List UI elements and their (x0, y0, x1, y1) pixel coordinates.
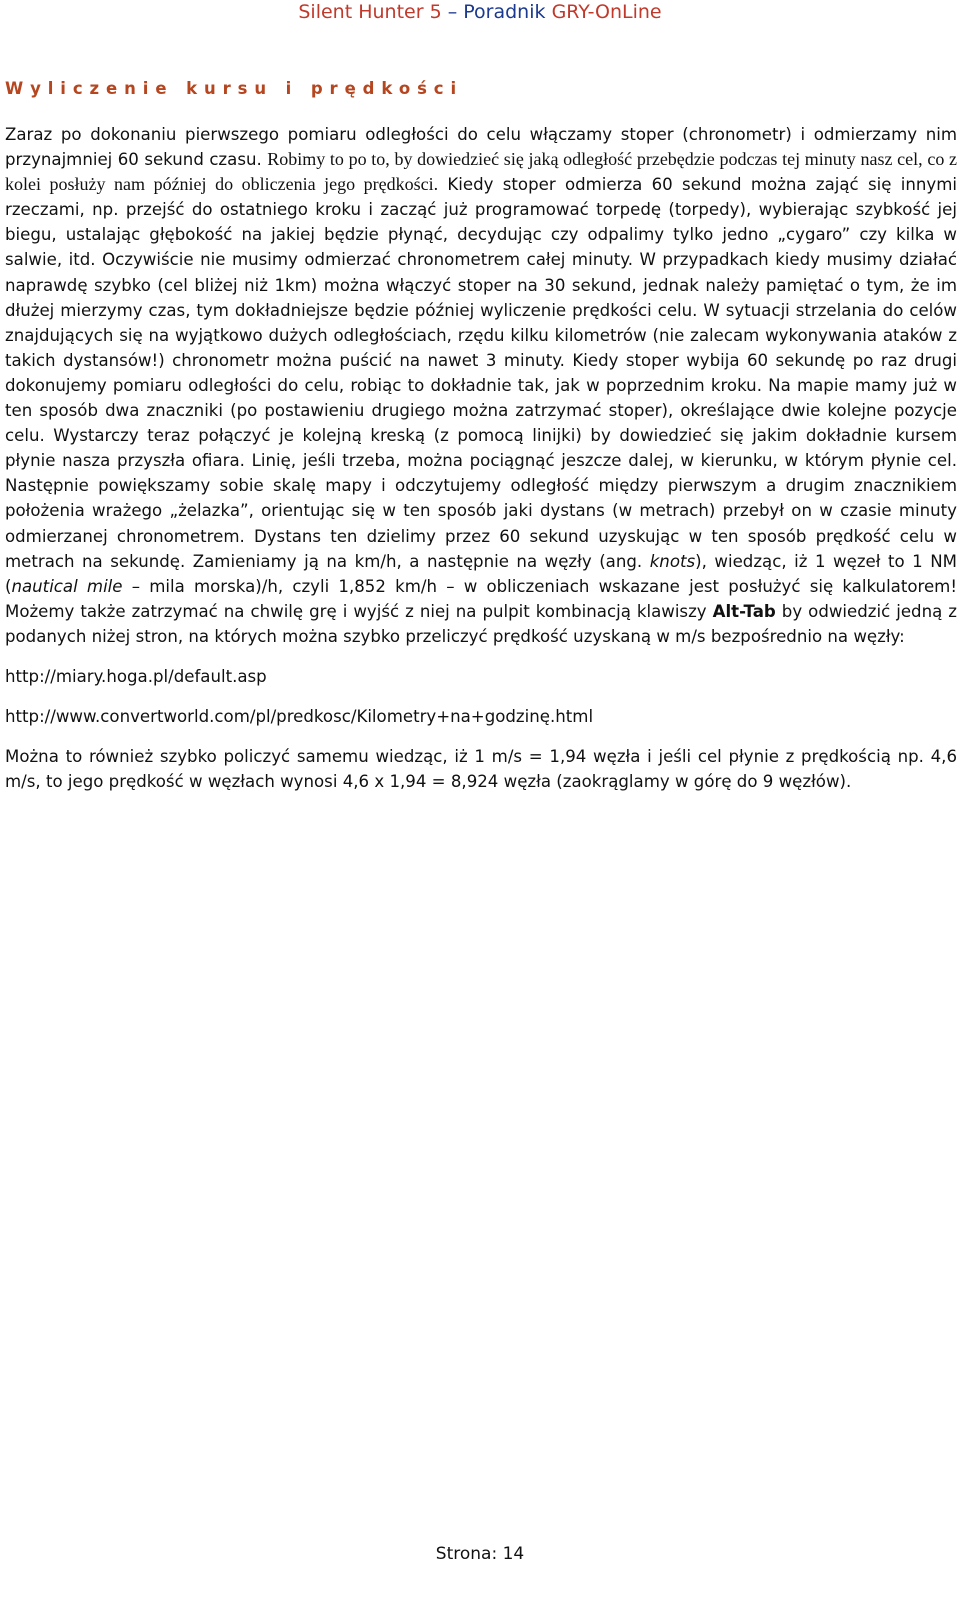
page-number: Strona: 14 (435, 1544, 525, 1564)
paragraph-main-part-f: by odwiedzić jedną z podanych niżej stron, na których można szybko przeliczyć prędkość uzyskaną w m/s bezpośrednio na węzły: (5, 601, 957, 646)
header-guide-label: Poradnik (463, 1, 546, 23)
link-convertworld[interactable]: http://www.convertworld.com/pl/predkosc/Kilometry+na+godzinę.html (5, 707, 594, 727)
page-header (0, 0, 960, 24)
header-site-name: GRY-OnLine (551, 1, 662, 23)
term-nautical-mile: nautical mile (11, 576, 123, 596)
paragraph-main (5, 122, 957, 649)
paragraph-main-part-e: – mila morska)/h, czyli 1,852 km/h – w obliczeniach wskazane jest posłużyć się kalkulatorem! Możemy także zatrzymać na chwilę grę i wyjść z niej na pulpit kombinacją klawiszy (5, 576, 957, 621)
term-knots: knots (649, 551, 696, 571)
paragraph-main-part-c: Kiedy stoper odmierza 60 sekund można zająć się innymi rzeczami, np. przejść do ostatniego kroku i zacząć już programować torpedę (torpedy), wybierając szybkość jej biegu, ustalając głębokość na jakiej będzie płynąć, decydując czy odpalimy tylko jedno „cygaro” czy kilka w salwie, itd. Oczywiście nie musimy odmierzać chronometrem całej minuty. W przypadkach kiedy musimy działać naprawdę szybko (cel bliżej niż 1km) można włączyć stoper na 30 sekund, jednak należy pamiętać o tym, że im dłużej mierzymy czas, tym dokładniejsze będzie później wyliczenie prędkości celu. W sytuacji strzelania do celów znajdujących się na wyjątkowo dużych odległościach, rzędu kilku kilometrów (nie zalecam wykonywania ataków z takich dystansów!) chronometr można puścić na nawet 3 minuty. Kiedy stoper wybija 60 sekundę po raz drugi dokonujemy pomiaru odległości do celu, robiąc to dokładnie tak, jak w poprzednim kroku. Na mapie mamy już w ten sposób dwa znaczniki (po postawieniu drugiego można zatrzymać stoper), określające dwie kolejne pozycje celu. Wystarczy teraz połączyć je kolejną kreską (z pomocą linijki) by dowiedzieć się jakim dokładnie kursem płynie nasza przyszła ofiara. Linię, jeśli trzeba, można pociągnąć jeszcze dalej, w kierunku, w którym płynie cel. Następnie powiększamy sobie skalę mapy i odczytujemy odległość między pierwszym a drugim znacznikiem położenia wrażego „żelazka”, orientując się w ten sposób jaki dystans (w metrach) przebył on w czasie minuty odmierzanej chronometrem. Dystans ten dzielimy przez 60 sekund uzyskując w ten sposób prędkość celu w metrach na sekundę. Zamieniamy ją na km/h, a następnie na węzły (ang. (5, 175, 957, 571)
paragraph-main-part-b: Robimy to po to, by dowiedzieć się jaką odległość przebędzie podczas tej minuty nasz cel, co z kolei posłuży nam później do obliczenia jego prędkości. (5, 149, 957, 195)
document-body (5, 122, 957, 809)
link-miary[interactable]: http://miary.hoga.pl/default.asp (5, 666, 267, 686)
paragraph-main-part-d: ), wiedząc, iż 1 węzeł to 1 NM ( (5, 551, 957, 596)
section-title: Wyliczenie kursu i prędkości (5, 79, 464, 98)
header-game-title: Silent Hunter 5 (298, 1, 442, 23)
header-dash: – (447, 1, 458, 23)
paragraph-main-part-a: Zaraz po dokonaniu pierwszego pomiaru odległości do celu włączamy stoper (chronometr) i odmierzamy nim przynajmniej 60 sekund czasu. (5, 125, 957, 170)
key-combo-alt-tab: Alt-Tab (712, 601, 776, 621)
paragraph-calculation: Można to również szybko policzyć samemu wiedząc, iż 1 m/s = 1,94 węzła i jeśli cel płynie z prędkością np. 4,6 m/s, to jego prędkość w węzłach wynosi 4,6 x 1,94 = 8,924 węzła (zaokrąglamy w górę do 9 węzłów). (5, 747, 957, 792)
